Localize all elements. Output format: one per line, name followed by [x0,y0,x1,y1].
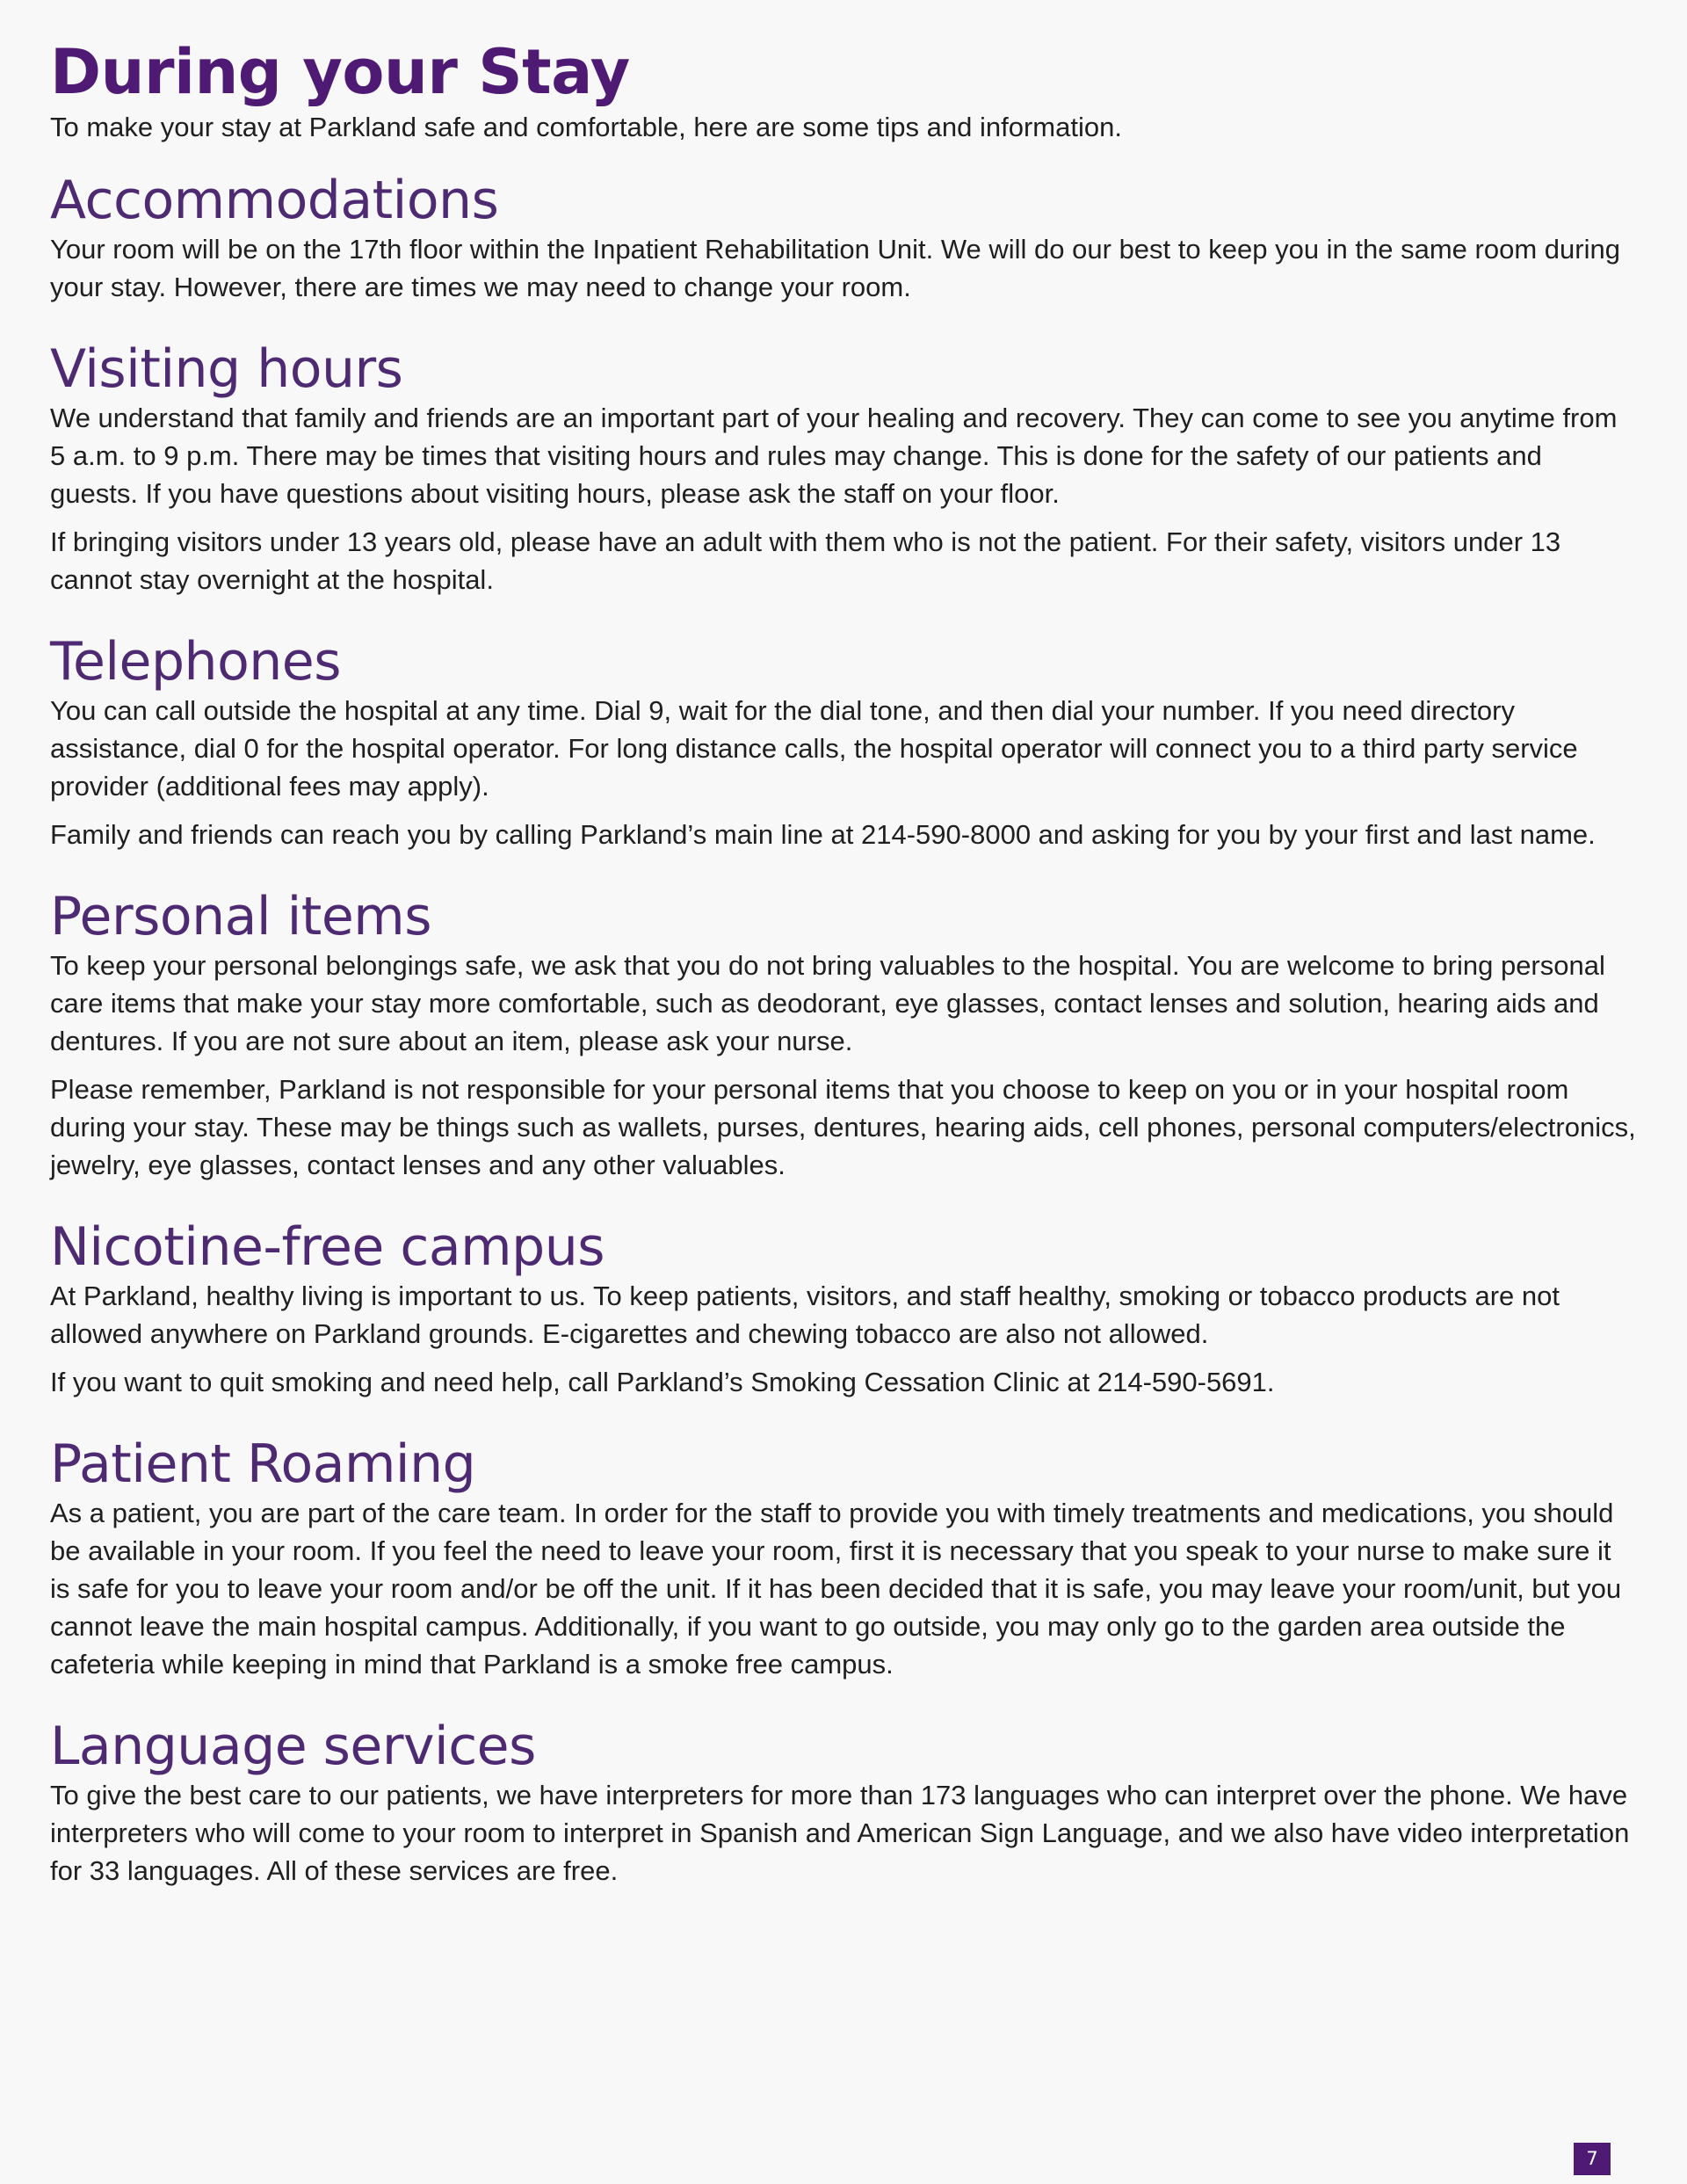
section-visiting-hours [50,339,1637,599]
section-heading: Visiting hours [50,338,403,400]
section-heading: Patient Roaming [50,1433,476,1495]
section-paragraph: If you want to quit smoking and need help, call Parkland’s Smoking Cessation Clinic at 214-590-5691. [50,1367,1275,1397]
section-heading: Telephones [50,631,341,693]
section-heading: Accommodations [50,170,499,231]
section-paragraph: Your room will be on the 17th floor within the Inpatient Rehabilitation Unit. We will do our best to keep you in the same room during your stay. However, there are times we may need to change your room. [50,234,1620,302]
intro-text: To make your stay at Parkland safe and comfortable, here are some tips and information. [50,112,1122,142]
section-language-services [50,1716,1637,1890]
page-title: During your Stay [50,36,630,108]
section-paragraph: To keep your personal belongings safe, we ask that you do not bring valuables to the hospital. You are welcome to bring personal care items that make your stay more comfortable, such as deodorant, eye glasses, contact lenses and solution, hearing aids and dentures. If you are not sure about an item, please ask your nurse. [50,950,1605,1056]
section-paragraph: If bringing visitors under 13 years old, please have an adult with them who is not the patient. For their safety, visitors under 13 cannot stay overnight at the hospital. [50,526,1561,595]
section-paragraph: Please remember, Parkland is not responsible for your personal items that you choose to keep on you or in your hospital room during your stay. These may be things such as wallets, purses, dentures, hearing aids, cell phones, personal computers/electronics, jewelry, eye glasses, contact lenses and any other valuables. [50,1074,1636,1180]
section-accommodations [50,171,1637,306]
section-heading: Language services [50,1716,536,1777]
page-number-badge: 7 [1574,2143,1611,2175]
section-paragraph: At Parkland, healthy living is important to us. To keep patients, visitors, and staff healthy, smoking or tobacco products are not allowed anywhere on Parkland grounds. E-cigarettes and chewing tobacco are also not allowed. [50,1281,1560,1349]
section-paragraph: We understand that family and friends are an important part of your healing and recovery. They can come to see you anytime from 5 a.m. to 9 p.m. There may be times that visiting hours and rules may change. This is done for the safety of our patients and guests. If you have questions about visiting hours, please ask the staff on your floor. [50,403,1618,509]
document-page [50,35,1637,1923]
section-telephones [50,632,1637,853]
section-paragraph: To give the best care to our patients, we have interpreters for more than 173 languages who can interpret over the phone. We have interpreters who will come to your room to interpret in Spanish and American Sign Language, and we also have video interpretation for 33 languages. All of these services are free. [50,1780,1630,1886]
section-heading: Personal items [50,886,431,947]
section-nicotine-free-campus [50,1217,1637,1401]
section-patient-roaming [50,1434,1637,1683]
section-paragraph: As a patient, you are part of the care team. In order for the staff to provide you with timely treatments and medications, you should be available in your room. If you feel the need to leave your room, first it is necessary that you speak to your nurse to make sure it is safe for you to leave your room and/or be off the unit. If it has been decided that it is safe, you may leave your room/unit, but you cannot leave the main hospital campus. Additionally, if you want to go outside, you may only go to the garden area outside the cafeteria while keeping in mind that Parkland is a smoke free campus. [50,1498,1622,1680]
section-personal-items [50,887,1637,1184]
section-paragraph: Family and friends can reach you by calling Parkland’s main line at 214-590-8000 and asking for you by your first and last name. [50,819,1596,850]
section-heading: Nicotine-free campus [50,1216,605,1278]
section-paragraph: You can call outside the hospital at any time. Dial 9, wait for the dial tone, and then dial your number. If you need directory assistance, dial 0 for the hospital operator. For long distance calls, the hospital operator will connect you to a third party service provider (additional fees may apply). [50,695,1578,802]
